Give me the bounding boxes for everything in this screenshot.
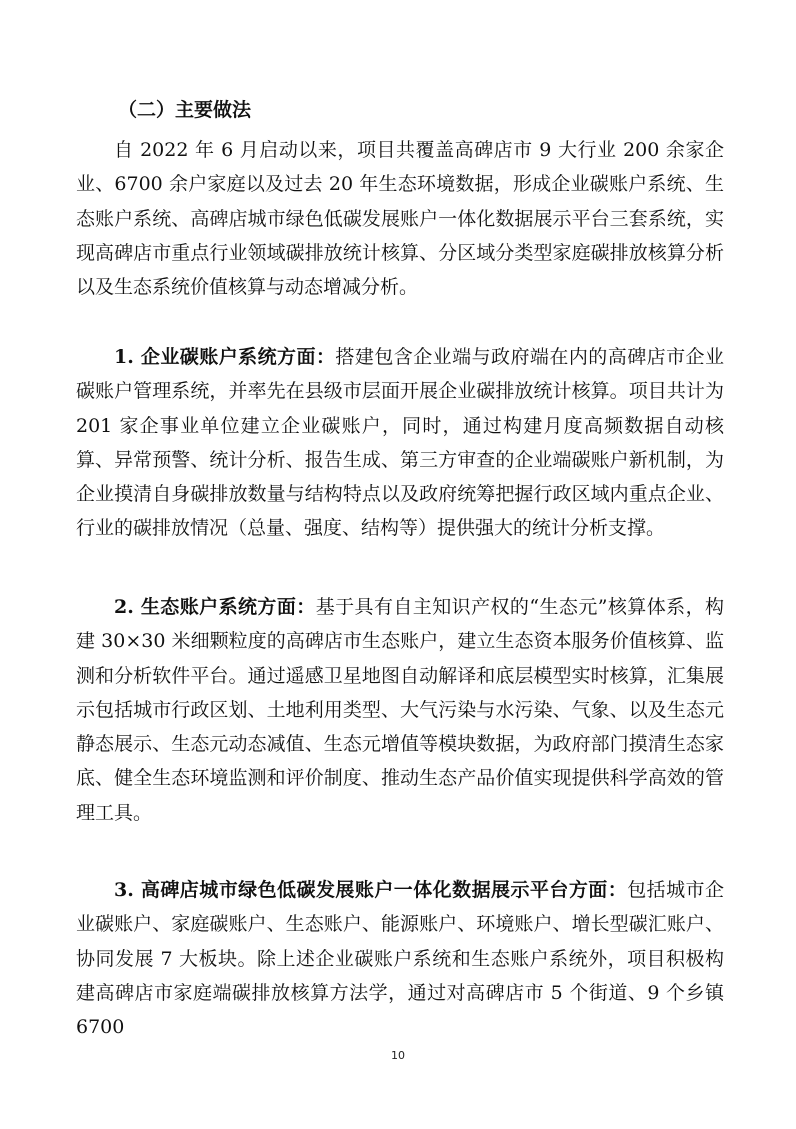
paragraph-platform-body: 包括城市企业碳账户、家庭碳账户、生态账户、能源账户、环境账户、增长型碳汇账户、协同发展 7 大板块。除上述企业碳账户系统和生态账户系统外，项目积极构建高碑店市家庭端碳排放核算方法学，通过对高碑店市 5 个街道、9 个乡镇 6700 [76,879,724,1039]
paragraph-intro [76,133,724,304]
paragraph-intro-body: 自 2022 年 6 月启动以来，项目共覆盖高碑店市 9 大行业 200 余家企业、6700 余户家庭以及过去 20 年生态环境数据，形成企业碳账户系统、生态账户系统、高碑店城市绿色低碳发展账户一体化数据展示平台三套系统，实现高碑店市重点行业领域碳排放统计核算、分区域分类型家庭碳排放核算分析以及生态系统价值核算与动态增减分析。 [76,139,724,299]
paragraph-ecological-lead: 2. 生态账户系统方面： [114,596,316,618]
section-heading: （二）主要做法 [118,99,252,121]
paragraph-enterprise-carbon-account [76,340,724,546]
paragraph-ecological-body: 基于具有自主知识产权的“生态元”核算体系，构建 30×30 米细颗粒度的高碑店市生态账户，建立生态资本服务价值核算、监测和分析软件平台。通过遥感卫星地图自动解译和底层模型实时核算，汇集展示包括城市行政区划、土地利用类型、大气污染与水污染、气象、以及生态元静态展示、生态元动态减值、生态元增值等模块数据，为政府部门摸清生态家底、健全生态环境监测和评价制度、推动生态产品价值实现提供科学高效的管理工具。 [76,596,724,824]
paragraph-enterprise-lead: 1. 企业碳账户系统方面： [114,346,336,368]
paragraph-ecological-account [76,590,724,830]
paragraph-integrated-platform [76,873,724,1044]
paragraph-enterprise-body: 搭建包含企业端与政府端在内的高碑店市企业碳账户管理系统，并率先在县级市层面开展企业碳排放统计核算。项目共计为 201 家企事业单位建立企业碳账户，同时，通过构建月度高频数据自动核算、异常预警、统计分析、报告生成、第三方审查的企业端碳账户新机制，为企业摸清自身碳排放数量与结构特点以及政府统筹把握行政区域内重点企业、行业的碳排放情况（总量、强度、结构等）提供强大的统计分析支撑。 [76,346,724,540]
page-number: 10 [391,1049,405,1062]
paragraph-platform-lead: 3. 高碑店城市绿色低碳发展账户一体化数据展示平台方面： [114,879,628,901]
